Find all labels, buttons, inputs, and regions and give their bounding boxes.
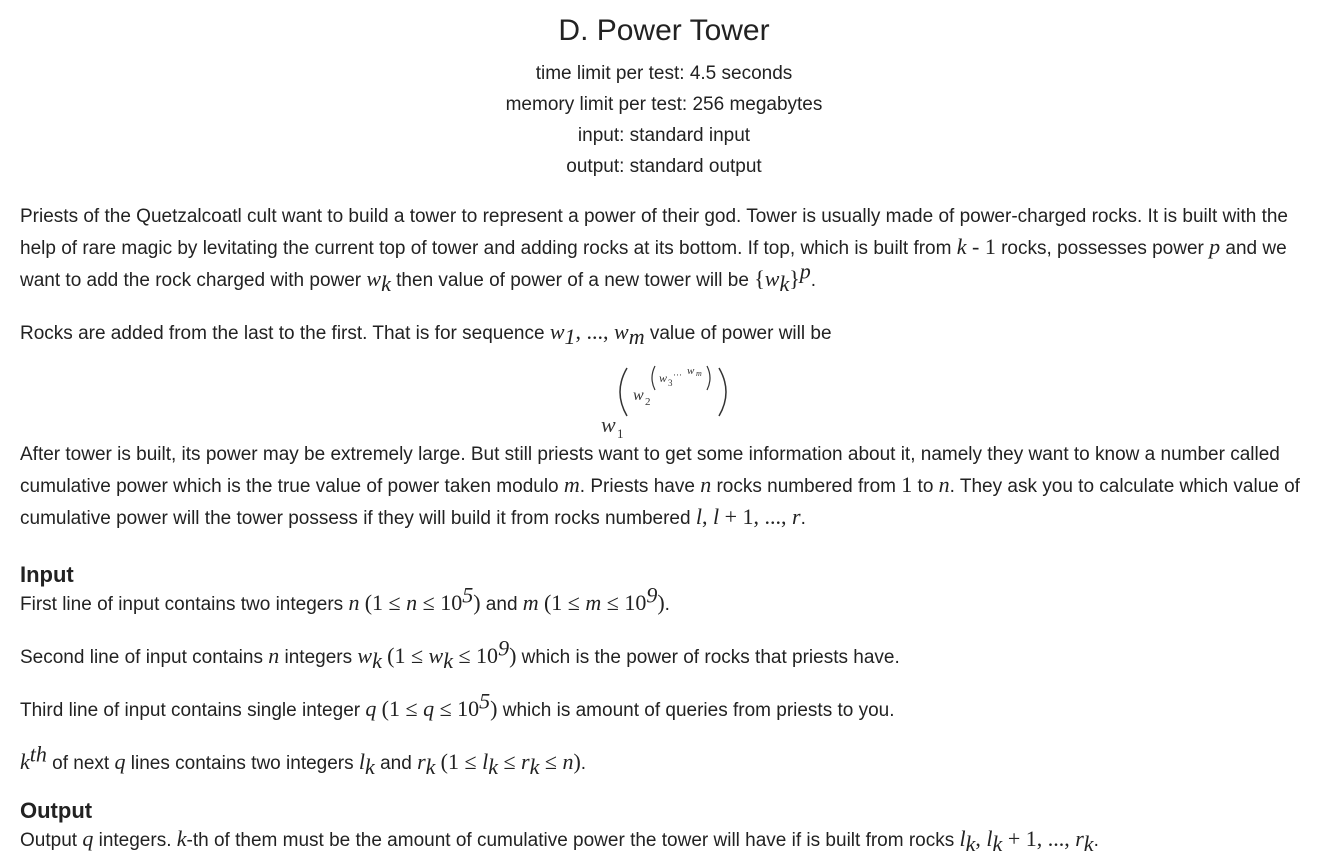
text: Second line of input contains	[20, 647, 269, 668]
paragraph	[20, 824, 1310, 856]
text: to	[912, 476, 939, 497]
math-var: m	[522, 590, 539, 615]
math-superscript: p	[799, 258, 811, 284]
text: Output	[20, 830, 83, 851]
math-text: ≤ 10	[434, 696, 480, 721]
math-var: q	[114, 749, 126, 774]
paragraph	[20, 741, 1310, 779]
math-var: q	[82, 826, 94, 851]
math-subscript: k	[965, 830, 976, 856]
math-var: w	[549, 319, 565, 344]
output-file: output: standard output	[566, 156, 762, 177]
output-specification	[20, 824, 1310, 856]
paragraph	[20, 688, 1310, 726]
text: .	[664, 594, 670, 615]
math-subscript: k	[443, 647, 453, 673]
text: Priests of the Quetzalcoatl cult want to build a tower to represent a power of their god. Tower is usually made of power-charged rocks. It is built with the help of rare magic by levitating the current top of tower and adding rocks at its bottom. If top, which is built from	[20, 206, 1288, 259]
math-text: (1 ≤	[364, 590, 407, 615]
math-subscript: m	[628, 323, 645, 349]
problem-statement	[0, 202, 1328, 856]
math-superscript: 9	[646, 582, 658, 608]
paragraph	[20, 635, 1310, 673]
math-var: n	[562, 749, 574, 774]
text: First line of input contains two integers	[20, 594, 349, 615]
math-var: l	[482, 749, 489, 774]
math-var: w	[428, 643, 444, 668]
math-superscript: th	[29, 741, 47, 767]
math-text: 1	[901, 472, 913, 497]
legend	[20, 202, 1310, 349]
math-text: )	[509, 643, 517, 668]
math-text: + 1, ...,	[1002, 826, 1076, 851]
text: .	[580, 753, 587, 774]
math-text: )	[490, 696, 498, 721]
math-superscript: 5	[462, 582, 474, 608]
math-var: n	[700, 472, 712, 497]
text: then value of power of a new tower will be	[390, 270, 755, 291]
paragraph	[20, 202, 1310, 296]
math-var: k	[20, 749, 30, 774]
formula-image	[565, 352, 765, 442]
math-text: ≤ 10	[417, 590, 463, 615]
output-section-title: Output	[20, 798, 93, 823]
math-superscript: 5	[479, 688, 491, 714]
input-specification	[20, 582, 1310, 779]
math-var: m	[563, 472, 580, 497]
text: lines contains two integers	[125, 753, 359, 774]
text: and	[480, 594, 523, 615]
memory-limit: memory limit per test: 256 megabytes	[505, 94, 823, 115]
math-text: ≤ 10	[452, 643, 499, 668]
math-var: w	[357, 643, 373, 668]
text: value of power will be	[644, 323, 832, 344]
text: and	[374, 753, 418, 774]
math-text: (1 ≤	[381, 696, 424, 721]
math-var: n	[406, 590, 418, 615]
math-var: r	[417, 749, 426, 774]
math-subscript: k	[381, 270, 391, 296]
math-text: + 1, ...,	[719, 504, 792, 529]
text: .	[1093, 830, 1099, 851]
math-subscript: k	[529, 753, 540, 779]
math-text: {	[754, 266, 765, 291]
svg-text:···: ···	[673, 370, 682, 380]
text: Third line of input contains single integer	[20, 700, 366, 721]
input-file: input: standard input	[577, 125, 751, 146]
math-text: )	[473, 590, 481, 615]
math-text: ≤	[497, 749, 522, 774]
math-text: (1 ≤	[387, 643, 429, 668]
math-var: l	[358, 749, 366, 774]
math-text: (1 ≤	[440, 749, 483, 774]
paragraph	[20, 317, 1310, 349]
text: and we want to add the rock charged with power	[20, 238, 1287, 291]
math-var: n	[268, 643, 280, 668]
math-superscript: 9	[498, 635, 510, 661]
math-subscript: k	[992, 830, 1003, 856]
svg-text:w: w	[633, 387, 644, 404]
math-var: n	[938, 472, 950, 497]
paragraph	[20, 440, 1310, 534]
math-text: (1 ≤	[543, 590, 586, 615]
math-var: l	[959, 826, 966, 851]
math-text: ,	[975, 826, 987, 851]
text: -th of them must be the amount of cumulative power the tower will have if is built from rocks	[186, 830, 960, 851]
math-var: l	[712, 504, 720, 529]
text: which is the power of rocks that priests have.	[516, 647, 900, 668]
power-tower-formula	[20, 352, 1310, 440]
svg-text:1: 1	[617, 426, 624, 441]
math-var: l	[695, 504, 702, 529]
math-subscript: k	[779, 270, 790, 296]
math-text: ,	[701, 504, 713, 529]
math-text: )	[573, 749, 581, 774]
math-subscript: 1	[564, 323, 576, 349]
math-text: )	[657, 590, 665, 615]
text: .	[810, 270, 817, 291]
math-text: ≤	[539, 749, 563, 774]
text: . Priests have	[579, 476, 701, 497]
math-var: m	[585, 590, 602, 615]
math-var: w	[764, 266, 780, 291]
math-subscript: k	[1083, 830, 1094, 856]
math-var: q	[423, 696, 435, 721]
math-var: w	[614, 319, 629, 344]
svg-text:w: w	[601, 412, 616, 437]
text: integers.	[93, 830, 177, 851]
svg-text:w: w	[659, 371, 668, 385]
math-var: k	[956, 234, 967, 259]
svg-text:3: 3	[668, 378, 673, 388]
math-subscript: k	[372, 647, 382, 673]
math-text: ≤ 10	[601, 590, 647, 615]
problem-header	[0, 0, 1328, 182]
math-var: n	[348, 590, 360, 615]
text: rocks numbered from	[711, 476, 902, 497]
math-text: - 1	[966, 234, 996, 259]
text: of next	[46, 753, 115, 774]
math-var: r	[792, 504, 801, 529]
math-var: q	[365, 696, 377, 721]
math-subscript: k	[425, 753, 436, 779]
text: . They ask you to calculate which value of cumulative power will the tower possess if they will build it from rocks numbered	[20, 476, 1300, 529]
math-var: k	[176, 826, 187, 851]
math-subscript: k	[488, 753, 498, 779]
text: rocks, possesses power	[995, 238, 1210, 259]
math-text: }	[789, 266, 800, 291]
legend-continued	[20, 440, 1310, 534]
math-subscript: k	[365, 753, 375, 779]
math-var: r	[521, 749, 530, 774]
svg-text:2: 2	[645, 396, 651, 408]
input-section-title: Input	[20, 562, 74, 587]
text: integers	[279, 647, 358, 668]
problem-title: D. Power Tower	[558, 14, 770, 47]
math-var: r	[1075, 826, 1084, 851]
svg-text:w: w	[687, 365, 695, 377]
paragraph	[20, 582, 1310, 620]
svg-text:m: m	[696, 369, 702, 378]
text: After tower is built, its power may be extremely large. But still priests want to get some information about it, namely they want to know a number called cumulative power which is the true value of power taken modulo	[20, 444, 1280, 497]
time-limit: time limit per test: 4.5 seconds	[535, 63, 793, 84]
math-var: w	[366, 266, 382, 291]
text: which is amount of queries from priests to you.	[497, 700, 895, 721]
math-var: l	[986, 826, 993, 851]
math-var: p	[1209, 234, 1221, 259]
math-text: , ...,	[575, 319, 614, 344]
text: Rocks are added from the last to the first. That is for sequence	[20, 323, 550, 344]
text: .	[800, 508, 806, 529]
